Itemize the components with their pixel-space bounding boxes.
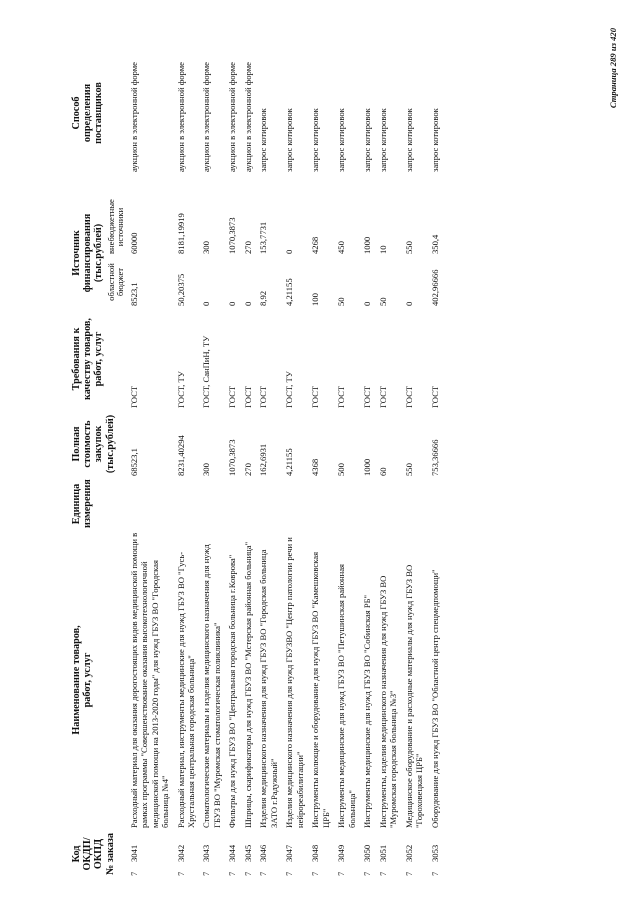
cell-name: Инструменты медицинские для нужд ГБУЗ ВО "Собинская РБ" — [362, 594, 373, 828]
cell-req: ГОСТ — [227, 385, 238, 408]
cell-extra: 1070,3873 — [227, 217, 238, 254]
cell-extra: 10 — [377, 245, 388, 254]
cell-req: ГОСТ — [377, 385, 388, 408]
cell-req: ГОСТ — [310, 385, 321, 408]
cell-regional: 0 — [227, 301, 238, 306]
cell-cost: 270 — [242, 463, 253, 476]
cell-extra: 1000 — [362, 236, 373, 254]
rotated-table-sheet — [70, 28, 630, 878]
cell-unit — [225, 478, 240, 530]
table-row — [360, 28, 375, 878]
cell-prefix: 7 — [201, 871, 212, 876]
cell-regional: 8523,1 — [128, 282, 139, 306]
cell-cost: 8231,40294 — [175, 435, 186, 476]
header-source-extra: внебюджетные источники — [105, 199, 126, 254]
cell-req: ГОСТ — [242, 385, 253, 408]
cell-unit — [199, 478, 225, 530]
cell-num: 3048 — [310, 844, 321, 862]
cell-prefix: 7 — [258, 871, 269, 876]
cell-name: Стоматологические материалы и изделия медицинского назначения для нужд ГБУЗ ВО "Муромская стоматологическая поликлиника" — [201, 544, 222, 828]
cell-method: запрос котировок — [377, 108, 388, 172]
cell-name: Изделия медицинского назначения для нужд ГБУЗВО "Центр патологии речи и нейрореабилитации" — [284, 537, 305, 828]
cell-req: ГОСТ, ТУ — [175, 371, 186, 408]
cell-method: запрос котировок — [258, 108, 269, 172]
cell-cost: 68523,1 — [128, 448, 139, 476]
table-row — [334, 28, 360, 878]
cell-prefix: 7 — [336, 871, 347, 876]
cell-unit — [282, 478, 308, 530]
cell-regional: 402,96666 — [429, 269, 440, 306]
cell-extra: 60000 — [128, 232, 139, 254]
cell-method: аукцион в электронной форме — [242, 62, 253, 172]
cell-name: Инструменты медицинские для нужд ГБУЗ ВО "Петушинская районная больница" — [336, 564, 357, 828]
cell-name: Расходный материал, инструменты медицинские для нужд ГБУЗ ВО "Гусь-Хрустальная центральная городская больница" — [175, 551, 196, 828]
table-row — [282, 28, 308, 878]
table-row — [225, 28, 240, 878]
procurement-table — [70, 28, 443, 878]
cell-num: 3041 — [128, 844, 139, 862]
table-row — [376, 28, 402, 878]
cell-num: 3046 — [258, 844, 269, 862]
cell-extra: 0 — [284, 249, 295, 254]
cell-method: запрос котировок — [310, 108, 321, 172]
cell-cost: 1070,3873 — [227, 439, 238, 476]
cell-cost: 60 — [377, 467, 388, 476]
cell-method: аукцион в электронной форме — [201, 62, 212, 172]
table-row — [174, 28, 200, 878]
cell-num: 3052 — [403, 844, 414, 862]
cell-num: 3042 — [175, 844, 186, 862]
cell-prefix: 7 — [242, 871, 253, 876]
cell-prefix: 7 — [362, 871, 373, 876]
cell-regional: 0 — [362, 301, 373, 306]
table-row — [428, 28, 443, 878]
cell-name: Шприцы, скарификаторы для нужд ГБУЗ ВО "Мстерская районная больница" — [242, 541, 253, 828]
cell-req: ГОСТ — [128, 385, 139, 408]
cell-unit — [376, 478, 402, 530]
cell-name: Оборудование для нужд ГБУЗ ВО "Областной центр спецмедпомощи" — [429, 569, 440, 828]
cell-method: аукцион в электронной форме — [227, 62, 238, 172]
table-row — [308, 28, 334, 878]
header-source: Источник финансирования (тыс.рублей) — [71, 213, 105, 293]
cell-name: Изделия медицинского назначения для нужд ГБУЗ ВО "Городская больница ЗАТО г.Радужный" — [258, 549, 279, 828]
cell-method: запрос котировок — [403, 108, 414, 172]
cell-unit — [428, 478, 443, 530]
cell-name: Инструменты колющие и оборудование для нужд ГБУЗ ВО "Камешковская ЦРБ" — [310, 551, 331, 828]
cell-cost: 753,36666 — [429, 439, 440, 476]
cell-method: запрос котировок — [429, 108, 440, 172]
cell-prefix: 7 — [227, 871, 238, 876]
cell-cost: 500 — [336, 463, 347, 476]
page-number: Страница 289 из 420 — [608, 28, 618, 109]
cell-num: 3043 — [201, 844, 212, 862]
cell-regional: 8,92 — [258, 290, 269, 306]
cell-prefix: 7 — [429, 871, 440, 876]
cell-extra: 300 — [201, 241, 212, 254]
cell-req: ГОСТ — [336, 385, 347, 408]
cell-req: ГОСТ, СанПиН, ТУ — [201, 335, 212, 408]
cell-method: запрос котировок — [284, 108, 295, 172]
cell-num: 3044 — [227, 844, 238, 862]
cell-req: ГОСТ — [362, 385, 373, 408]
cell-extra: 270 — [242, 241, 253, 254]
cell-cost: 4368 — [310, 458, 321, 476]
cell-prefix: 7 — [175, 871, 186, 876]
cell-prefix: 7 — [403, 871, 414, 876]
cell-regional: 50 — [336, 297, 347, 306]
cell-unit — [360, 478, 375, 530]
header-name: Наименование товаров, работ, услуг — [71, 625, 94, 735]
cell-unit — [256, 478, 282, 530]
cell-unit — [127, 478, 174, 530]
cell-num: 3049 — [336, 844, 347, 862]
cell-regional: 4,21155 — [284, 278, 295, 306]
table-row — [127, 28, 174, 878]
cell-method: аукцион в электронной форме — [175, 62, 186, 172]
cell-cost: 4,21155 — [284, 448, 295, 476]
cell-regional: 0 — [201, 301, 212, 306]
header-source-regional: областной бюджет — [105, 263, 126, 301]
cell-req: ГОСТ — [429, 385, 440, 408]
cell-unit — [402, 478, 428, 530]
header-requirements: Требования к качеству товаров, работ, услуг — [71, 318, 105, 400]
cell-cost: 300 — [201, 463, 212, 476]
cell-unit — [241, 478, 256, 530]
cell-name: Инструменты, изделия медицинского назначения для нужд ГБУЗ ВО "Муромская городская больница №3" — [377, 575, 399, 828]
cell-prefix: 7 — [284, 871, 295, 876]
cell-extra: 4268 — [310, 236, 321, 254]
cell-unit — [308, 478, 334, 530]
table-row — [199, 28, 225, 878]
cell-unit — [334, 478, 360, 530]
table-row — [241, 28, 256, 878]
cell-regional: 0 — [242, 301, 253, 306]
cell-unit — [174, 478, 200, 530]
cell-regional: 50 — [377, 297, 388, 306]
cell-method: аукцион в электронной форме — [128, 62, 139, 172]
cell-regional: 50,20375 — [175, 273, 186, 306]
cell-extra: 8181,19919 — [175, 213, 186, 254]
cell-method: запрос котировок — [336, 108, 347, 172]
cell-cost: 1000 — [362, 458, 373, 476]
cell-req: ГОСТ — [258, 385, 269, 408]
cell-method: запрос котировок — [362, 108, 373, 172]
cell-name: Фильтры для нужд ГБУЗ ВО "Центральная городская больница г.Коврова" — [227, 554, 238, 828]
cell-req: ГОСТ, ТУ — [284, 371, 295, 408]
table-row — [402, 28, 428, 878]
cell-name: Расходный материал для оказания дорогостоящих видов медицинской помощи в рамках программы "Совершенствование оказания высокотехнологичной медицинской помощи на 2013-2020 годы" для нужд ГБУЗ ВО "Городская больница №4" — [128, 532, 171, 828]
cell-num: 3053 — [429, 844, 440, 862]
cell-prefix: 7 — [310, 871, 321, 876]
cell-regional: 0 — [403, 301, 414, 306]
cell-extra: 450 — [336, 241, 347, 254]
cell-extra: 153,7731 — [258, 221, 269, 254]
cell-extra: 550 — [403, 241, 414, 254]
cell-extra: 350,4 — [429, 234, 440, 254]
table-row — [256, 28, 282, 878]
cell-num: 3047 — [284, 844, 295, 862]
cell-name: Медицинское оборудование и расходные материалы для нужд ГБУЗ ВО "Гороховецкая ЦРБ" — [403, 564, 425, 828]
cell-num: 3051 — [377, 844, 388, 862]
cell-cost: 162,6931 — [258, 443, 269, 476]
cell-prefix: 7 — [128, 871, 139, 876]
header-code: Код ОКДП/ ОКПД № заказа — [71, 833, 116, 875]
cell-num: 3045 — [242, 844, 253, 862]
header-cost: Полная стоимость закупок (тыс.рублей) — [71, 414, 116, 474]
cell-req: ГОСТ — [403, 385, 414, 408]
header-method: Способ определения поставщиков — [71, 82, 105, 144]
cell-regional: 100 — [310, 293, 321, 306]
cell-cost: 550 — [403, 463, 414, 476]
cell-prefix: 7 — [377, 871, 388, 876]
table-body — [127, 28, 444, 878]
header-unit: Единица измерения — [71, 479, 94, 528]
cell-num: 3050 — [362, 844, 373, 862]
